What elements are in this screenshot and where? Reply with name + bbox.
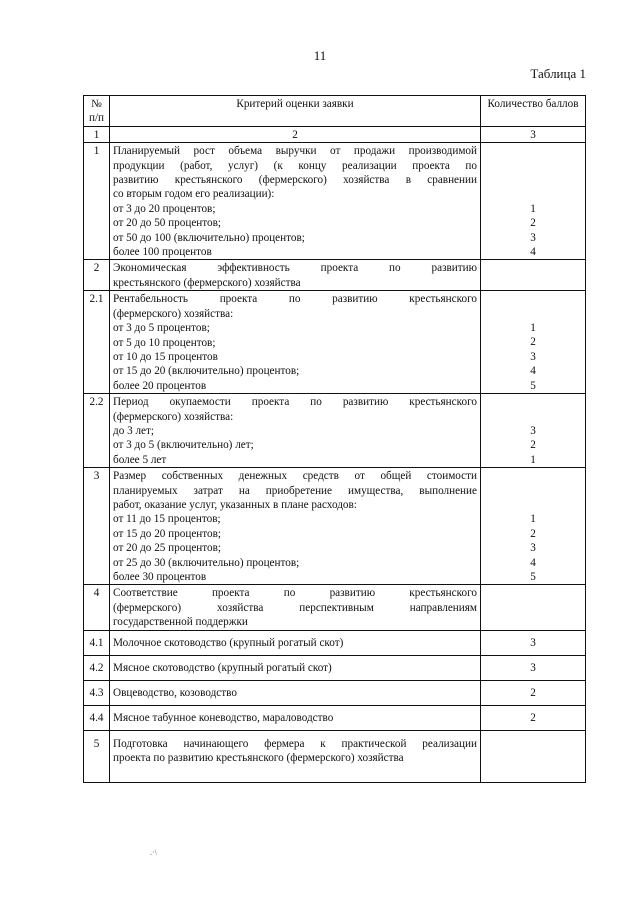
col-number: 1: [84, 126, 110, 142]
page-number: 11: [313, 48, 327, 63]
row-score: 2: [481, 705, 586, 730]
score-value: 2: [530, 439, 536, 452]
score-value: 2: [530, 217, 536, 230]
column-number-row: [84, 126, 586, 142]
table-row-4: [84, 585, 586, 630]
row-score: 3: [481, 655, 586, 680]
score-value: 4: [530, 556, 536, 569]
score-value: 1: [530, 453, 536, 466]
criterion-option: от 11 до 15 процентов;: [113, 513, 221, 526]
score-value: 3: [530, 542, 536, 555]
criterion-option: от 3 до 5 (включительно) лет;: [113, 439, 254, 452]
row-criterion: [110, 394, 481, 468]
row-criterion: [110, 260, 481, 291]
table-row-1: [84, 143, 586, 260]
row-score: [481, 394, 586, 468]
row-criterion: [110, 585, 481, 630]
criterion-line: (фермерского) хозяйства перспективным направлениям: [113, 601, 477, 614]
row-number: 4.4: [84, 705, 110, 730]
criterion-line: развитию крестьянского (фермерского) хозяйства в сравнении: [113, 174, 477, 187]
row-criterion: Мясное табунное коневодство, мараловодство: [110, 705, 481, 730]
header-num: № п/п: [84, 96, 110, 127]
criterion-line: работ, оказание услуг, указанных в плане расходов:: [113, 498, 357, 511]
criterion-line: государственной поддержки: [113, 616, 248, 629]
score-value: 5: [530, 570, 536, 583]
criterion-line: планируемых затрат на приобретение имущества, выполнение: [113, 484, 477, 497]
score-value: 2: [530, 336, 536, 349]
criterion-option: более 100 процентов: [113, 246, 212, 259]
header-score: Количество баллов: [481, 96, 586, 127]
criterion-line: Планируемый рост объема выручки от продажи производимой: [113, 145, 477, 158]
row-number: 2.1: [84, 291, 110, 394]
row-score: [481, 143, 586, 260]
row-criterion: [110, 143, 481, 260]
row-score: [481, 291, 586, 394]
row-criterion: [110, 291, 481, 394]
criterion-option: более 20 процентов: [113, 379, 207, 392]
score-value: 3: [530, 424, 536, 437]
row-number: 4.1: [84, 630, 110, 655]
table-row-5: [84, 730, 586, 782]
criterion-line: продукции (работ, услуг) (к концу реализации проекта по: [113, 159, 477, 172]
score-value: 1: [530, 322, 536, 335]
row-score: 2: [481, 680, 586, 705]
table-row-4.3: [84, 680, 586, 705]
criterion-option: более 5 лет: [113, 453, 167, 466]
criterion-option: от 20 до 25 процентов;: [113, 542, 222, 555]
row-number: 5: [84, 730, 110, 782]
criterion-line: Размер собственных денежных средств от общей стоимости: [113, 470, 477, 483]
table-row-2.1: [84, 291, 586, 394]
criteria-table: [83, 95, 586, 783]
criterion-option: от 3 до 5 процентов;: [113, 322, 210, 335]
score-value: 4: [530, 365, 536, 378]
col-number: 3: [481, 126, 586, 142]
criterion-option: от 10 до 15 процентов: [113, 350, 218, 363]
score-value: 3: [530, 231, 536, 244]
row-score: [481, 468, 586, 585]
table-row-2: [84, 260, 586, 291]
criterion-option: более 30 процентов: [113, 571, 207, 583]
col-number: 2: [110, 126, 481, 142]
row-number: 3: [84, 468, 110, 585]
criterion-option: от 3 до 20 процентов;: [113, 202, 216, 215]
row-criterion: Молочное скотоводство (крупный рогатый скот): [110, 630, 481, 655]
score-value: 1: [530, 513, 536, 526]
row-criterion: Мясное скотоводство (крупный рогатый скот): [110, 655, 481, 680]
row-score: [481, 585, 586, 630]
criterion-option: от 15 до 20 процентов;: [113, 527, 222, 540]
criterion-line: Экономическая эффективность проекта по развитию: [113, 262, 477, 275]
table-header-row: [84, 96, 586, 127]
score-value: 5: [530, 379, 536, 392]
score-value: 2: [530, 527, 536, 540]
row-score: [481, 730, 586, 782]
criterion-line: крестьянского (фермерского) хозяйства: [113, 276, 301, 289]
score-value: 1: [530, 202, 536, 215]
table-row-3: [84, 468, 586, 585]
row-number: 4.2: [84, 655, 110, 680]
row-score: 3: [481, 630, 586, 655]
criterion-line: Соответствие проекта по развитию крестьянского: [113, 587, 477, 600]
criterion-option: до 3 лет;: [113, 424, 155, 437]
criterion-option: от 5 до 10 процентов;: [113, 336, 216, 349]
table-row-4.4: [84, 705, 586, 730]
row-criterion: Овцеводство, козоводство: [110, 680, 481, 705]
row-number: 4: [84, 585, 110, 630]
header-criterion: Критерий оценки заявки: [110, 96, 481, 127]
row-number: 2.2: [84, 394, 110, 468]
table-caption: Таблица 1: [530, 66, 586, 81]
scan-mark: .·\: [150, 848, 157, 857]
criterion-line: со вторым годом его реализации):: [113, 188, 275, 201]
table-row-4.1: [84, 630, 586, 655]
row-number: 1: [84, 143, 110, 260]
row-criterion: [110, 468, 481, 585]
table-row-4.2: [84, 655, 586, 680]
score-value: 4: [530, 246, 536, 258]
row-score: [481, 260, 586, 291]
criterion-line: (фермерского) хозяйства:: [113, 307, 234, 320]
criterion-option: от 20 до 50 процентов;: [113, 217, 222, 230]
criterion-line: Рентабельность проекта по развитию крестьянского: [113, 293, 477, 306]
criterion-line: Период окупаемости проекта по развитию крестьянского: [113, 396, 477, 409]
row-criterion: Подготовка начинающего фермера к практической реализации проекта по развитию крестьянского (фермерского) хозяйства: [110, 730, 481, 782]
criterion-option: от 50 до 100 (включительно) процентов;: [113, 231, 305, 244]
table-row-2.2: [84, 394, 586, 468]
row-number: 2: [84, 260, 110, 291]
criterion-option: от 15 до 20 (включительно) процентов;: [113, 365, 300, 378]
criterion-option: от 25 до 30 (включительно) процентов;: [113, 556, 300, 569]
score-value: 3: [530, 350, 536, 363]
criterion-line: (фермерского) хозяйства:: [113, 410, 234, 423]
row-number: 4.3: [84, 680, 110, 705]
